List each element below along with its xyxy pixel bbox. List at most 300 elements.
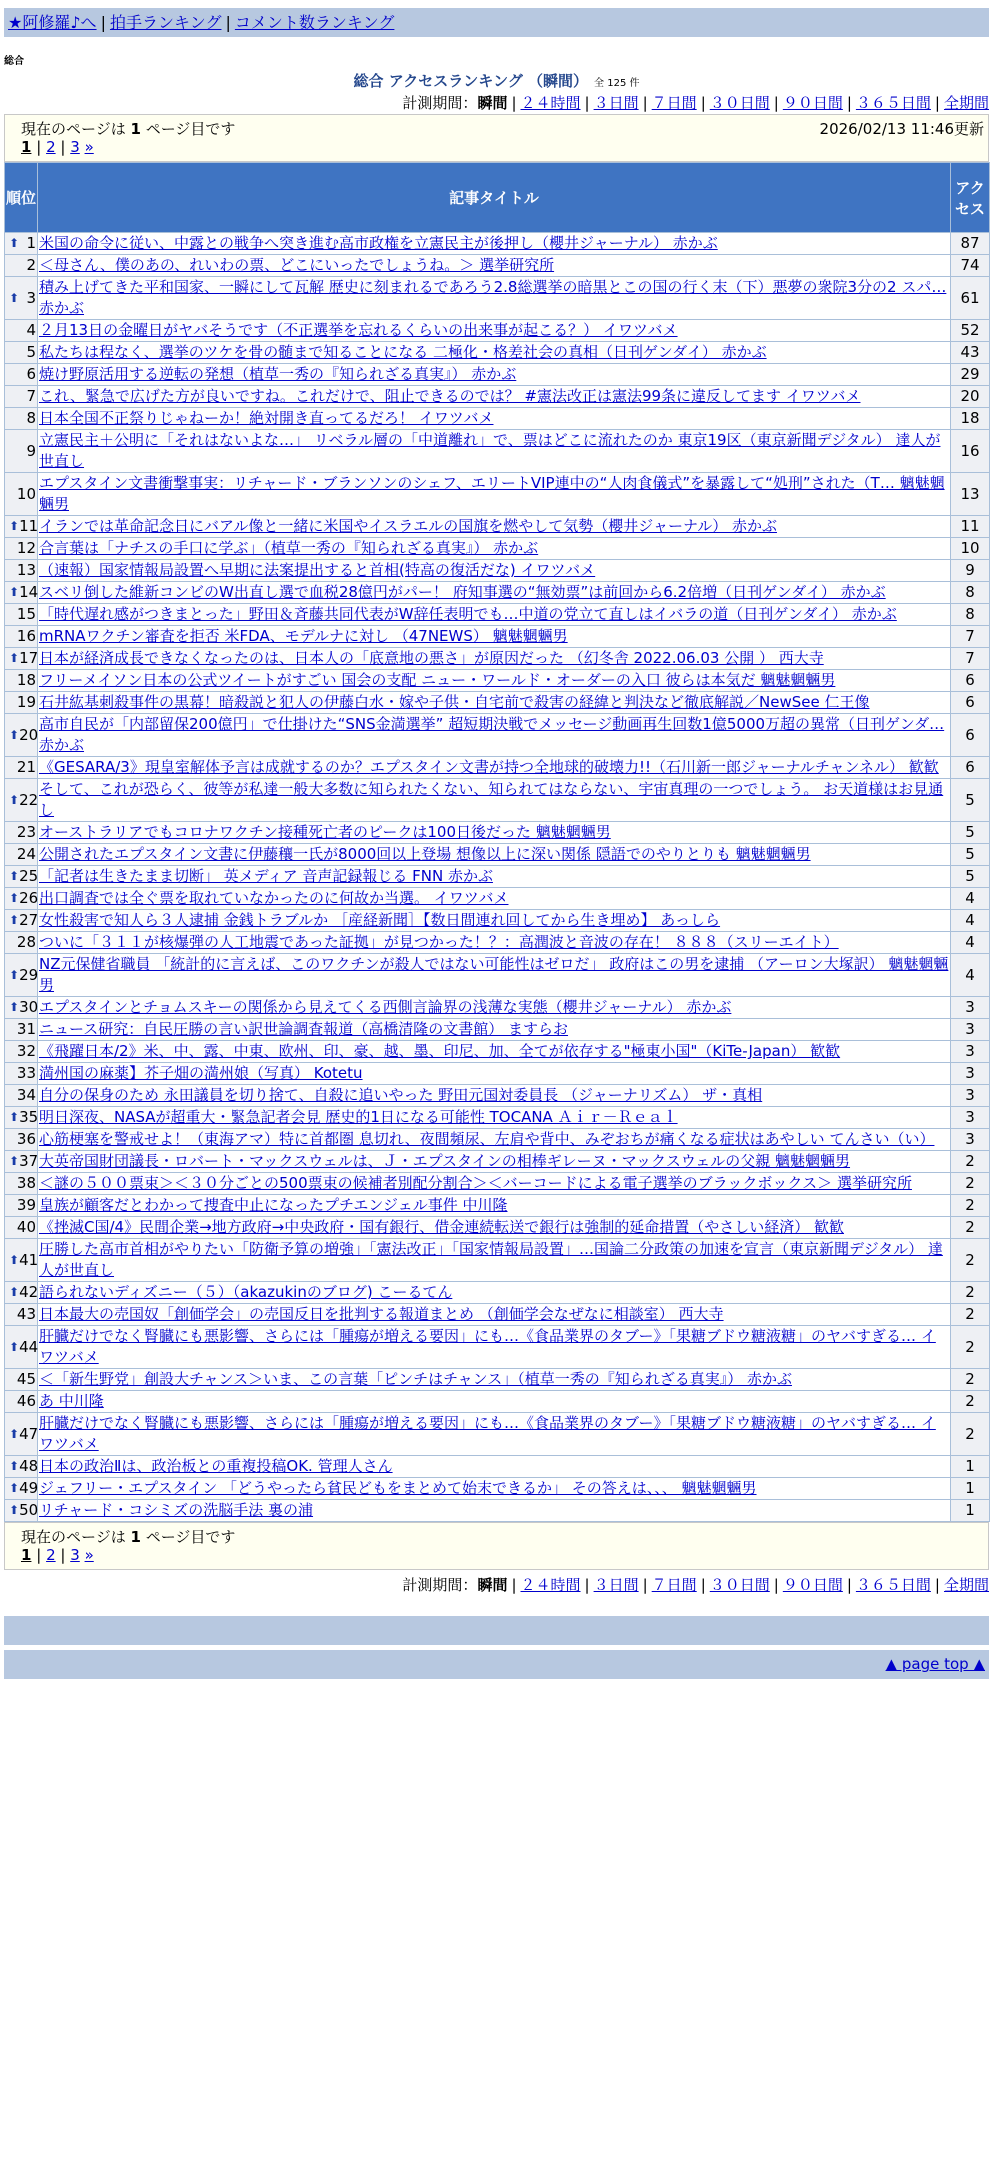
article-link[interactable]: スベリ倒した維新コンビのW出直し選で血税28億円がパー！ 府知事選の“無効票”は前回から6.2倍増（日刊ゲンダイ） 赤かぶ xyxy=(39,583,886,601)
article-link[interactable]: 石井紘基刺殺事件の黒幕！暗殺説と犯人の伊藤白水・嫁や子供・自宅前で殺害の経緯と判決など徹底解説／NewSee 仁王像 xyxy=(39,693,870,711)
access-count: 4 xyxy=(951,910,990,932)
rank-number: 28 xyxy=(16,933,36,951)
article-link[interactable]: エプスタインとチョムスキーの関係から見えてくる西側言論界の浅薄な実態（櫻井ジャーナル） 赤かぶ xyxy=(39,998,732,1016)
rank-cell xyxy=(5,1413,38,1456)
access-count: 7 xyxy=(951,626,990,648)
rank-cell xyxy=(5,1173,38,1195)
period-link[interactable]: ２４時間 xyxy=(520,1576,581,1594)
rank-number: 31 xyxy=(16,1020,36,1038)
top-nav-bar xyxy=(4,8,989,37)
table-row xyxy=(5,954,990,997)
rank-number: 20 xyxy=(19,725,39,744)
up-arrow-icon: ⬆ xyxy=(9,1481,20,1495)
rank-number: 44 xyxy=(19,1337,39,1356)
title-cell xyxy=(38,1391,951,1413)
rank-cell xyxy=(5,910,38,932)
table-row xyxy=(5,757,990,779)
article-link[interactable]: mRNAワクチン審査を拒否 米FDA、モデルナに対し （47NEWS） 魑魅魍魎男 xyxy=(39,627,568,645)
table-row xyxy=(5,714,990,757)
access-count: 2 xyxy=(951,1239,990,1282)
article-link[interactable]: 心筋梗塞を警戒せよ！（東海アマ）特に首都圏 息切れ、夜間頻尿、左肩や背中、みぞおちが痛くなる症状はあやしい てんさい（い） xyxy=(39,1130,935,1148)
article-link[interactable]: 肝臓だけでなく腎臓にも悪影響、さらには「腫瘍が増える要因」にも…《食品業界のタブー》「果糖ブドウ糖液糖」のヤバすぎる… イワツバメ xyxy=(39,1327,936,1366)
current-page-text xyxy=(21,1526,972,1546)
rank-cell xyxy=(5,1107,38,1129)
title-cell xyxy=(38,932,951,954)
table-row xyxy=(5,1500,990,1522)
title-cell xyxy=(38,844,951,866)
title-cell xyxy=(38,757,951,779)
access-count: 4 xyxy=(951,888,990,910)
period-link[interactable]: ２４時間 xyxy=(520,94,581,112)
rank-cell xyxy=(5,648,38,670)
period-separator: | xyxy=(934,94,940,112)
title-cell xyxy=(38,1173,951,1195)
title-cell xyxy=(38,386,951,408)
page-text-suffix: ページ目です xyxy=(145,120,236,138)
rank-number: 21 xyxy=(16,758,36,776)
access-count: 3 xyxy=(951,1063,990,1085)
access-count: 29 xyxy=(951,364,990,386)
page-link[interactable]: 3 xyxy=(70,1546,80,1564)
article-link[interactable]: オーストラリアでもコロナワクチン接種死亡者のピークは100日後だった 魑魅魍魎男 xyxy=(39,823,611,841)
rank-number: 48 xyxy=(19,1457,39,1475)
bottom-bar xyxy=(4,1616,989,1645)
up-arrow-icon: ⬆ xyxy=(9,1459,20,1473)
access-count: 9 xyxy=(951,560,990,582)
page-link[interactable]: 2 xyxy=(46,1546,56,1564)
article-link[interactable]: 満州国の麻薬】芥子畑の満州娘（写真） Kotetu xyxy=(39,1064,363,1082)
rank-cell xyxy=(5,757,38,779)
title-cell xyxy=(38,473,951,516)
rank-cell xyxy=(5,1085,38,1107)
period-link[interactable]: ９０日間 xyxy=(782,94,843,112)
page-current: 1 xyxy=(21,138,32,156)
title-cell xyxy=(38,1129,951,1151)
access-count: 52 xyxy=(951,320,990,342)
rank-number: 3 xyxy=(26,288,36,307)
article-link[interactable]: 皇族が顧客だとわかって捜査中止になったプチエンジェル事件 中川隆 xyxy=(39,1196,508,1214)
article-link[interactable]: 日本全国不正祭りじゃねーか！絶対開き直ってるだろ！ イワツバメ xyxy=(39,409,494,427)
next-page-link[interactable]: » xyxy=(84,1546,94,1564)
article-link[interactable]: 「記者は生きたまま切断」 英メディア 音声記録報じる FNN 赤かぶ xyxy=(39,867,493,885)
article-link[interactable]: ＜謎の５００票束＞＜３０分ごとの500票束の候補者別配分割合＞＜バーコードによる電子選挙のブラックボックス＞ 選挙研究所 xyxy=(39,1174,912,1192)
pager xyxy=(4,114,989,162)
title-cell xyxy=(38,1151,951,1173)
period-link[interactable]: ７日間 xyxy=(651,94,697,112)
access-count: 3 xyxy=(951,1129,990,1151)
rank-number: 43 xyxy=(16,1305,36,1323)
access-count: 3 xyxy=(951,1107,990,1129)
title-cell xyxy=(38,516,951,538)
article-link[interactable]: ２月13日の金曜日がヤバそうです（不正選挙を忘れるくらいの出来事が起こる？） イワツバメ xyxy=(39,321,678,339)
clap-ranking-link[interactable]: 拍手ランキング xyxy=(109,13,222,32)
rank-number: 24 xyxy=(16,845,36,863)
rank-number: 7 xyxy=(26,387,36,405)
access-count: 2 xyxy=(951,1304,990,1326)
title-cell xyxy=(38,626,951,648)
article-link[interactable]: 日本の政治Ⅱは、政治板との重複投稿OK. 管理人さん xyxy=(39,1457,393,1475)
period-separator: | xyxy=(511,1576,517,1594)
page-separator: | xyxy=(36,138,42,156)
page-separator: | xyxy=(60,138,66,156)
article-link[interactable]: 積み上げてきた平和国家、一瞬にして瓦解 歴史に刻まれるであろう2.8総選挙の暗黒とこの国の行く末（下）悪夢の衆院3分の2 スパ… 赤かぶ xyxy=(39,278,947,317)
article-link[interactable]: 女性殺害で知人ら３人逮捕 金銭トラブルか ［産経新聞］【数日間連れ回してから生き埋め】 あっしら xyxy=(39,911,721,929)
article-link[interactable]: 高市自民が「内部留保200億円」で仕掛けた“SNS金満選挙” 超短期決戦でメッセージ動画再生回数1億5000万超の異常（日刊ゲンダ… 赤かぶ xyxy=(39,715,945,754)
rank-number: 23 xyxy=(16,823,36,841)
rank-cell xyxy=(5,1456,38,1478)
next-page-link[interactable]: » xyxy=(84,138,94,156)
table-row xyxy=(5,1391,990,1413)
section-label: 総合 xyxy=(4,56,24,67)
period-link[interactable]: ３０日間 xyxy=(709,1576,770,1594)
access-count: 6 xyxy=(951,692,990,714)
access-count: 4 xyxy=(951,954,990,997)
page-number: 1 xyxy=(130,120,141,138)
table-row xyxy=(5,1478,990,1500)
access-count: 2 xyxy=(951,1151,990,1173)
rank-number: 41 xyxy=(19,1250,39,1269)
rank-cell xyxy=(5,582,38,604)
access-count: 10 xyxy=(951,538,990,560)
up-arrow-icon: ⬆ xyxy=(9,1503,20,1517)
table-row xyxy=(5,1085,990,1107)
access-count: 3 xyxy=(951,997,990,1019)
table-row xyxy=(5,1369,990,1391)
rank-number: 22 xyxy=(19,790,39,809)
page-current: 1 xyxy=(21,1546,32,1564)
rank-cell xyxy=(5,822,38,844)
rank-number: 11 xyxy=(19,517,39,535)
period-link[interactable]: ３日間 xyxy=(593,1576,639,1594)
rank-cell xyxy=(5,1500,38,1522)
up-arrow-icon: ⬆ xyxy=(9,869,20,883)
rank-cell xyxy=(5,430,38,473)
rank-cell xyxy=(5,1195,38,1217)
rank-number: 9 xyxy=(26,441,36,460)
rank-cell xyxy=(5,1217,38,1239)
rank-number: 46 xyxy=(16,1392,36,1410)
table-row xyxy=(5,538,990,560)
rank-cell xyxy=(5,277,38,320)
period-separator: | xyxy=(511,94,517,112)
rank-cell xyxy=(5,604,38,626)
title-cell xyxy=(38,320,951,342)
access-count: 87 xyxy=(951,233,990,255)
article-link[interactable]: 肝臓だけでなく腎臓にも悪影響、さらには「腫瘍が増える要因」にも…《食品業界のタブー》「果糖ブドウ糖液糖」のヤバすぎる… イワツバメ xyxy=(39,1414,936,1453)
nav-separator: | xyxy=(100,13,106,32)
access-count: 8 xyxy=(951,582,990,604)
article-link[interactable]: 焼け野原活用する逆転の発想（植草一秀の『知られざる真実』） 赤かぶ xyxy=(39,365,517,383)
title-cell xyxy=(38,1478,951,1500)
article-link[interactable]: 圧勝した高市首相がやりたい「防衛予算の増強」「憲法改正」「国家情報局設置」…国論二分政策の加速を宣言（東京新聞デジタル） 達人が世直し xyxy=(39,1240,943,1279)
rank-column-header: 順位 xyxy=(5,163,38,233)
article-link[interactable]: ＜「新生野党」創設大チャンス＞いま、この言葉「ピンチはチャンス」（植草一秀の『知られざる真実』） 赤かぶ xyxy=(39,1370,792,1388)
table-row xyxy=(5,910,990,932)
title-cell xyxy=(38,1456,951,1478)
rank-cell xyxy=(5,560,38,582)
ranking-heading xyxy=(4,70,989,90)
access-count: 13 xyxy=(951,473,990,516)
table-row xyxy=(5,1304,990,1326)
rank-cell xyxy=(5,1369,38,1391)
rank-number: 39 xyxy=(16,1196,36,1214)
access-column-header: アクセス xyxy=(951,163,990,233)
period-separator: | xyxy=(773,94,779,112)
period-link[interactable]: ３６５日間 xyxy=(855,1576,931,1594)
article-link[interactable]: 《GESARA/3》現皇室解体予言は成就するのか？エプスタイン文書が持つ全地球的破壊力!!（石川新一郎ジャーナルチャンネル） 歓歓 xyxy=(39,758,939,776)
rank-number: 49 xyxy=(19,1479,39,1497)
title-cell xyxy=(38,1195,951,1217)
title-cell xyxy=(38,1217,951,1239)
access-count: 1 xyxy=(951,1500,990,1522)
article-link[interactable]: 日本が経済成長できなくなったのは、日本人の「底意地の悪さ」が原因だった （幻冬舎 2022.06.03 公開 ） 西大寺 xyxy=(39,649,824,667)
article-link[interactable]: ＜母さん、僕のあの、れいわの票、どこにいったでしょうね。＞ 選挙研究所 xyxy=(39,256,555,274)
rank-number: 37 xyxy=(19,1152,39,1170)
rank-number: 42 xyxy=(19,1283,39,1301)
ranking-title: 総合 アクセスランキング （瞬間） xyxy=(353,72,589,90)
rank-cell xyxy=(5,386,38,408)
rank-number: 29 xyxy=(19,965,39,984)
rank-cell xyxy=(5,1391,38,1413)
table-row xyxy=(5,1151,990,1173)
table-row xyxy=(5,1326,990,1369)
up-arrow-icon: ⬆ xyxy=(9,1154,20,1168)
rank-number: 38 xyxy=(16,1174,36,1192)
table-row xyxy=(5,1041,990,1063)
article-link[interactable]: 「時代遅れ感がつきまとった」野田＆斉藤共同代表がW辞任表明でも…中道の党立て直しはイバラの道（日刊ゲンダイ） 赤かぶ xyxy=(39,605,897,623)
rank-cell xyxy=(5,1041,38,1063)
rank-number: 5 xyxy=(26,343,36,361)
article-link[interactable]: 大英帝国財団議長・ロバート・マックスウェルは、Ｊ・エプスタインの相棒ギレーヌ・マックスウェルの父親 魑魅魍魎男 xyxy=(39,1152,851,1170)
rank-number: 4 xyxy=(26,321,36,339)
table-row xyxy=(5,1195,990,1217)
rank-number: 13 xyxy=(16,561,36,579)
table-row xyxy=(5,692,990,714)
rank-cell xyxy=(5,1326,38,1369)
page-text-prefix: 現在のページは xyxy=(21,1528,126,1546)
ranking-table xyxy=(4,162,990,1522)
period-separator: | xyxy=(846,94,852,112)
up-arrow-icon: ⬆ xyxy=(9,792,20,807)
access-count: 2 xyxy=(951,1217,990,1239)
up-arrow-icon: ⬆ xyxy=(9,891,20,905)
rank-number: 32 xyxy=(16,1042,36,1060)
ranking-count: 全 125 件 xyxy=(594,78,640,89)
rank-cell xyxy=(5,866,38,888)
rank-cell xyxy=(5,888,38,910)
table-row xyxy=(5,1173,990,1195)
article-link[interactable]: これ、緊急で広げた方が良いですね。これだけで、阻止できるのでは？ #憲法改正は憲法99条に違反してます イワツバメ xyxy=(39,387,861,405)
period-current: 瞬間 xyxy=(477,1576,508,1594)
period-label: 計測期間： xyxy=(402,94,478,112)
table-row xyxy=(5,582,990,604)
access-count: 61 xyxy=(951,277,990,320)
up-arrow-icon: ⬆ xyxy=(9,585,20,599)
table-row xyxy=(5,473,990,516)
article-link[interactable]: ついに「３１１が核爆弾の人工地震であった証拠」が見つかった！？：高潤波と音波の存在！ ８８８（スリーエイト） xyxy=(39,933,839,951)
access-count: 5 xyxy=(951,844,990,866)
table-row xyxy=(5,255,990,277)
access-count: 3 xyxy=(951,1019,990,1041)
access-count: 1 xyxy=(951,1478,990,1500)
title-cell xyxy=(38,954,951,997)
table-row xyxy=(5,779,990,822)
rank-cell xyxy=(5,320,38,342)
period-link[interactable]: ３日間 xyxy=(593,94,639,112)
access-count: 1 xyxy=(951,1456,990,1478)
rank-cell xyxy=(5,714,38,757)
access-count: 4 xyxy=(951,932,990,954)
title-cell xyxy=(38,822,951,844)
rank-number: 6 xyxy=(26,365,36,383)
up-arrow-icon: ⬆ xyxy=(9,727,20,742)
page-top-link[interactable]: ▲ page top ▲ xyxy=(885,1655,985,1673)
title-cell xyxy=(38,538,951,560)
page-text-prefix: 現在のページは xyxy=(21,120,126,138)
access-count: 11 xyxy=(951,516,990,538)
access-count: 74 xyxy=(951,255,990,277)
title-cell xyxy=(38,1369,951,1391)
article-link[interactable]: NZ元保健省職員 「統計的に言えば、このワクチンが殺人ではない可能性はゼロだ」 政府はこの男を逮捕 （アーロン大塚訳） 魑魅魍魎男 xyxy=(39,955,949,994)
article-link[interactable]: あ 中川隆 xyxy=(39,1392,104,1410)
table-row xyxy=(5,320,990,342)
page-number: 1 xyxy=(130,1528,141,1546)
article-link[interactable]: 私たちは程なく、選挙のツケを骨の髄まで知ることになる 二極化・格差社会の真相（日刊ゲンダイ） 赤かぶ xyxy=(39,343,767,361)
article-link[interactable]: イランでは革命記念日にバアル像と一緒に米国やイスラエルの国旗を燃やして気勢（櫻井ジャーナル） 赤かぶ xyxy=(39,517,777,535)
article-link[interactable]: （速報）国家情報局設置へ早期に法案提出すると首相(特高の復活だな) イワツバメ xyxy=(39,561,596,579)
access-count: 20 xyxy=(951,386,990,408)
period-selector xyxy=(4,92,989,114)
table-row xyxy=(5,430,990,473)
up-arrow-icon: ⬆ xyxy=(9,967,20,982)
article-link[interactable]: 立憲民主＋公明に「それはないよな…」 リベラル層の「中道離れ」で、票はどこに流れたのか 東京19区（東京新聞デジタル） 達人が世直し xyxy=(39,431,941,470)
access-count: 6 xyxy=(951,714,990,757)
period-link[interactable]: ３６５日間 xyxy=(855,94,931,112)
up-arrow-icon: ⬆ xyxy=(9,519,20,533)
rank-cell xyxy=(5,1019,38,1041)
page-text-suffix: ページ目です xyxy=(145,1528,236,1546)
rank-number: 2 xyxy=(26,256,36,274)
rank-cell xyxy=(5,692,38,714)
rank-number: 45 xyxy=(16,1370,36,1388)
article-link[interactable]: 《飛躍日本/2》米、中、露、中東、欧州、印、豪、越、墨、印尼、加、全てが依存する"極東小国"（KiTe-Japan） 歓歓 xyxy=(39,1042,841,1060)
period-link[interactable]: ９０日間 xyxy=(782,1576,843,1594)
page-links xyxy=(21,1546,972,1566)
article-link[interactable]: リチャード・コシミズの洗脳手法 裏の浦 xyxy=(39,1501,314,1519)
period-label: 計測期間： xyxy=(402,1576,478,1594)
access-count: 3 xyxy=(951,1085,990,1107)
page-link[interactable]: 2 xyxy=(46,138,56,156)
article-link[interactable]: フリーメイソン日本の公式ツイートがすごい 国会の支配 ニュー・ワールド・オーダーの入口 彼らは本気だ 魑魅魍魎男 xyxy=(39,671,836,689)
table-row xyxy=(5,560,990,582)
article-link[interactable]: 《挫滅C国/4》民間企業→地方政府→中央政府・国有銀行、借金連続転送で銀行は強制的延命措置（やさしい経済） 歓歓 xyxy=(39,1218,844,1236)
access-count: 2 xyxy=(951,1195,990,1217)
period-link[interactable]: ７日間 xyxy=(651,1576,697,1594)
title-cell xyxy=(38,670,951,692)
title-cell xyxy=(38,560,951,582)
title-cell xyxy=(38,692,951,714)
article-link[interactable]: 自分の保身のため 永田議員を切り捨て、自殺に追いやった 野田元国対委員長 （ジャーナリズム） ザ・真相 xyxy=(39,1086,763,1104)
article-link[interactable]: そして、これが恐らく、彼等が私達一般大多数に知られたくない、知られてはならない、宇宙真理の一つでしょう。 お天道様はお見通し xyxy=(39,780,944,819)
period-separator: | xyxy=(642,1576,648,1594)
title-cell xyxy=(38,430,951,473)
rank-cell xyxy=(5,233,38,255)
title-cell xyxy=(38,1041,951,1063)
rank-number: 17 xyxy=(19,649,39,667)
rank-cell xyxy=(5,538,38,560)
article-link[interactable]: 日本最大の売国奴「創価学会」の売国反日を批判する報道まとめ （創価学会なぜなに相談室） 西大寺 xyxy=(39,1305,724,1323)
rank-cell xyxy=(5,844,38,866)
title-cell xyxy=(38,1019,951,1041)
period-selector-bottom xyxy=(4,1574,989,1596)
period-link[interactable]: 全期間 xyxy=(943,1576,989,1594)
up-arrow-icon: ⬆ xyxy=(9,1426,20,1441)
up-arrow-icon: ⬆ xyxy=(9,1000,20,1014)
period-separator: | xyxy=(584,1576,590,1594)
page-link[interactable]: 3 xyxy=(70,138,80,156)
title-cell xyxy=(38,1239,951,1282)
table-row xyxy=(5,516,990,538)
article-link[interactable]: 語られないディズニー（５）（akazukinのブログ) こーるてん xyxy=(39,1283,453,1301)
period-separator: | xyxy=(846,1576,852,1594)
article-link[interactable]: 明日深夜、NASAが超重大・緊急記者会見 歴史的1日になる可能性 TOCANA Ａｉｒ－Ｒｅａｌ xyxy=(39,1108,678,1126)
rank-number: 36 xyxy=(16,1130,36,1148)
period-link[interactable]: 全期間 xyxy=(943,94,989,112)
title-cell xyxy=(38,1282,951,1304)
table-row xyxy=(5,364,990,386)
period-separator: | xyxy=(700,1576,706,1594)
article-link[interactable]: ジェフリー・エプスタイン 「どうやったら貧民どもをまとめて始末できるか」 その答えは、、、 魑魅魍魎男 xyxy=(39,1479,757,1497)
article-link[interactable]: 合言葉は「ナチスの手口に学ぶ」（植草一秀の『知られざる真実』） 赤かぶ xyxy=(39,539,539,557)
rank-number: 8 xyxy=(26,409,36,427)
rank-cell xyxy=(5,626,38,648)
rank-cell xyxy=(5,255,38,277)
page-top-bar xyxy=(4,1650,989,1679)
title-cell xyxy=(38,255,951,277)
rank-number: 12 xyxy=(16,539,36,557)
title-cell xyxy=(38,604,951,626)
comment-ranking-link[interactable]: コメント数ランキング xyxy=(234,13,395,32)
home-link[interactable]: ★阿修羅♪へ xyxy=(8,13,97,32)
access-count: 2 xyxy=(951,1413,990,1456)
table-row xyxy=(5,1413,990,1456)
title-cell xyxy=(38,1304,951,1326)
title-cell xyxy=(38,866,951,888)
rank-cell xyxy=(5,473,38,516)
article-link[interactable]: 出口調査では全ぐ票を取れていなかったのに何故か当選。 イワツバメ xyxy=(39,889,509,907)
period-link[interactable]: ３０日間 xyxy=(709,94,770,112)
rank-number: 25 xyxy=(19,867,39,885)
article-link[interactable]: 米国の命令に従い、中露との戦争へ突き進む高市政権を立憲民主が後押し（櫻井ジャーナル） 赤かぶ xyxy=(39,234,718,252)
article-link[interactable]: 公開されたエプスタイン文書に伊藤穰一氏が8000回以上登場 想像以上に深い関係 隠語でのやりとりも 魑魅魍魎男 xyxy=(39,845,811,863)
access-count: 2 xyxy=(951,1282,990,1304)
title-cell xyxy=(38,1413,951,1456)
rank-number: 27 xyxy=(19,911,39,929)
table-row xyxy=(5,386,990,408)
access-count: 8 xyxy=(951,604,990,626)
rank-cell xyxy=(5,670,38,692)
up-arrow-icon: ⬆ xyxy=(9,236,20,250)
article-link[interactable]: エプスタイン文書衝撃事実：リチャード・ブランソンのシェフ、エリートVIP連中の“人肉食儀式”を暴露して“処刑”された（T… 魑魅魍魎男 xyxy=(39,474,945,513)
table-row xyxy=(5,670,990,692)
table-row xyxy=(5,866,990,888)
rank-cell xyxy=(5,932,38,954)
title-cell xyxy=(38,582,951,604)
table-row xyxy=(5,1282,990,1304)
article-link[interactable]: ニュース研究：自民圧勝の言い訳世論調査報道（高橋清隆の文書館） ますらお xyxy=(39,1020,569,1038)
table-row xyxy=(5,1456,990,1478)
page-separator: | xyxy=(36,1546,42,1564)
